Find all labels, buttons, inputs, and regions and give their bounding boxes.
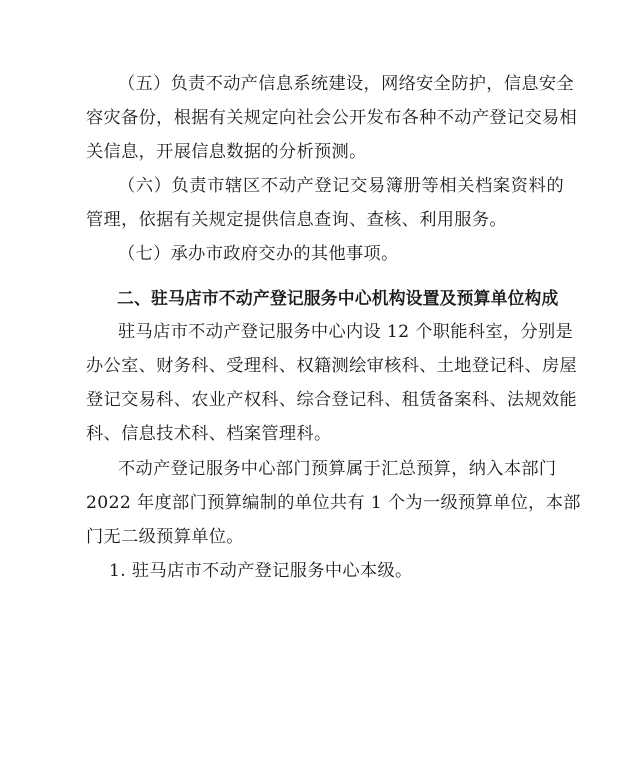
- section-heading: 二、驻马店市不动产登记服务中心机构设置及预算单位构成: [117, 288, 559, 308]
- structure-paragraph-line-4: 科、信息技术科、档案管理科。: [86, 424, 332, 444]
- list-item-1: 1. 驻马店市不动产登记服务中心本级。: [109, 561, 413, 581]
- paragraph-5-line-1: （五）负责不动产信息系统建设，网络安全防护，信息安全: [118, 74, 574, 94]
- paragraph-7-line-1: （七）承办市政府交办的其他事项。: [118, 244, 399, 264]
- structure-paragraph-line-1: 驻马店市不动产登记服务中心内设 12 个职能科室，分别是: [118, 322, 574, 342]
- structure-paragraph-line-3: 登记交易科、农业产权科、综合登记科、租赁备案科、法规效能: [86, 390, 578, 410]
- paragraph-5-line-2: 容灾备份，根据有关规定向社会公开发布各种不动产登记交易相: [86, 108, 578, 128]
- paragraph-6-line-2: 管理，依据有关规定提供信息查询、查核、利用服务。: [86, 210, 507, 230]
- paragraph-6-line-1: （六）负责市辖区不动产登记交易簿册等相关档案资料的: [118, 176, 564, 196]
- budget-paragraph-line-3: 门无二级预算单位。: [86, 527, 244, 547]
- paragraph-5-line-3: 关信息，开展信息数据的分析预测。: [86, 142, 367, 162]
- budget-paragraph-line-2: 2022 年度部门预算编制的单位共有 1 个为一级预算单位，本部: [86, 493, 581, 513]
- structure-paragraph-line-2: 办公室、财务科、受理科、权籍测绘审核科、土地登记科、房屋: [86, 356, 578, 376]
- budget-paragraph-line-1: 不动产登记服务中心部门预算属于汇总预算，纳入本部门: [118, 459, 557, 479]
